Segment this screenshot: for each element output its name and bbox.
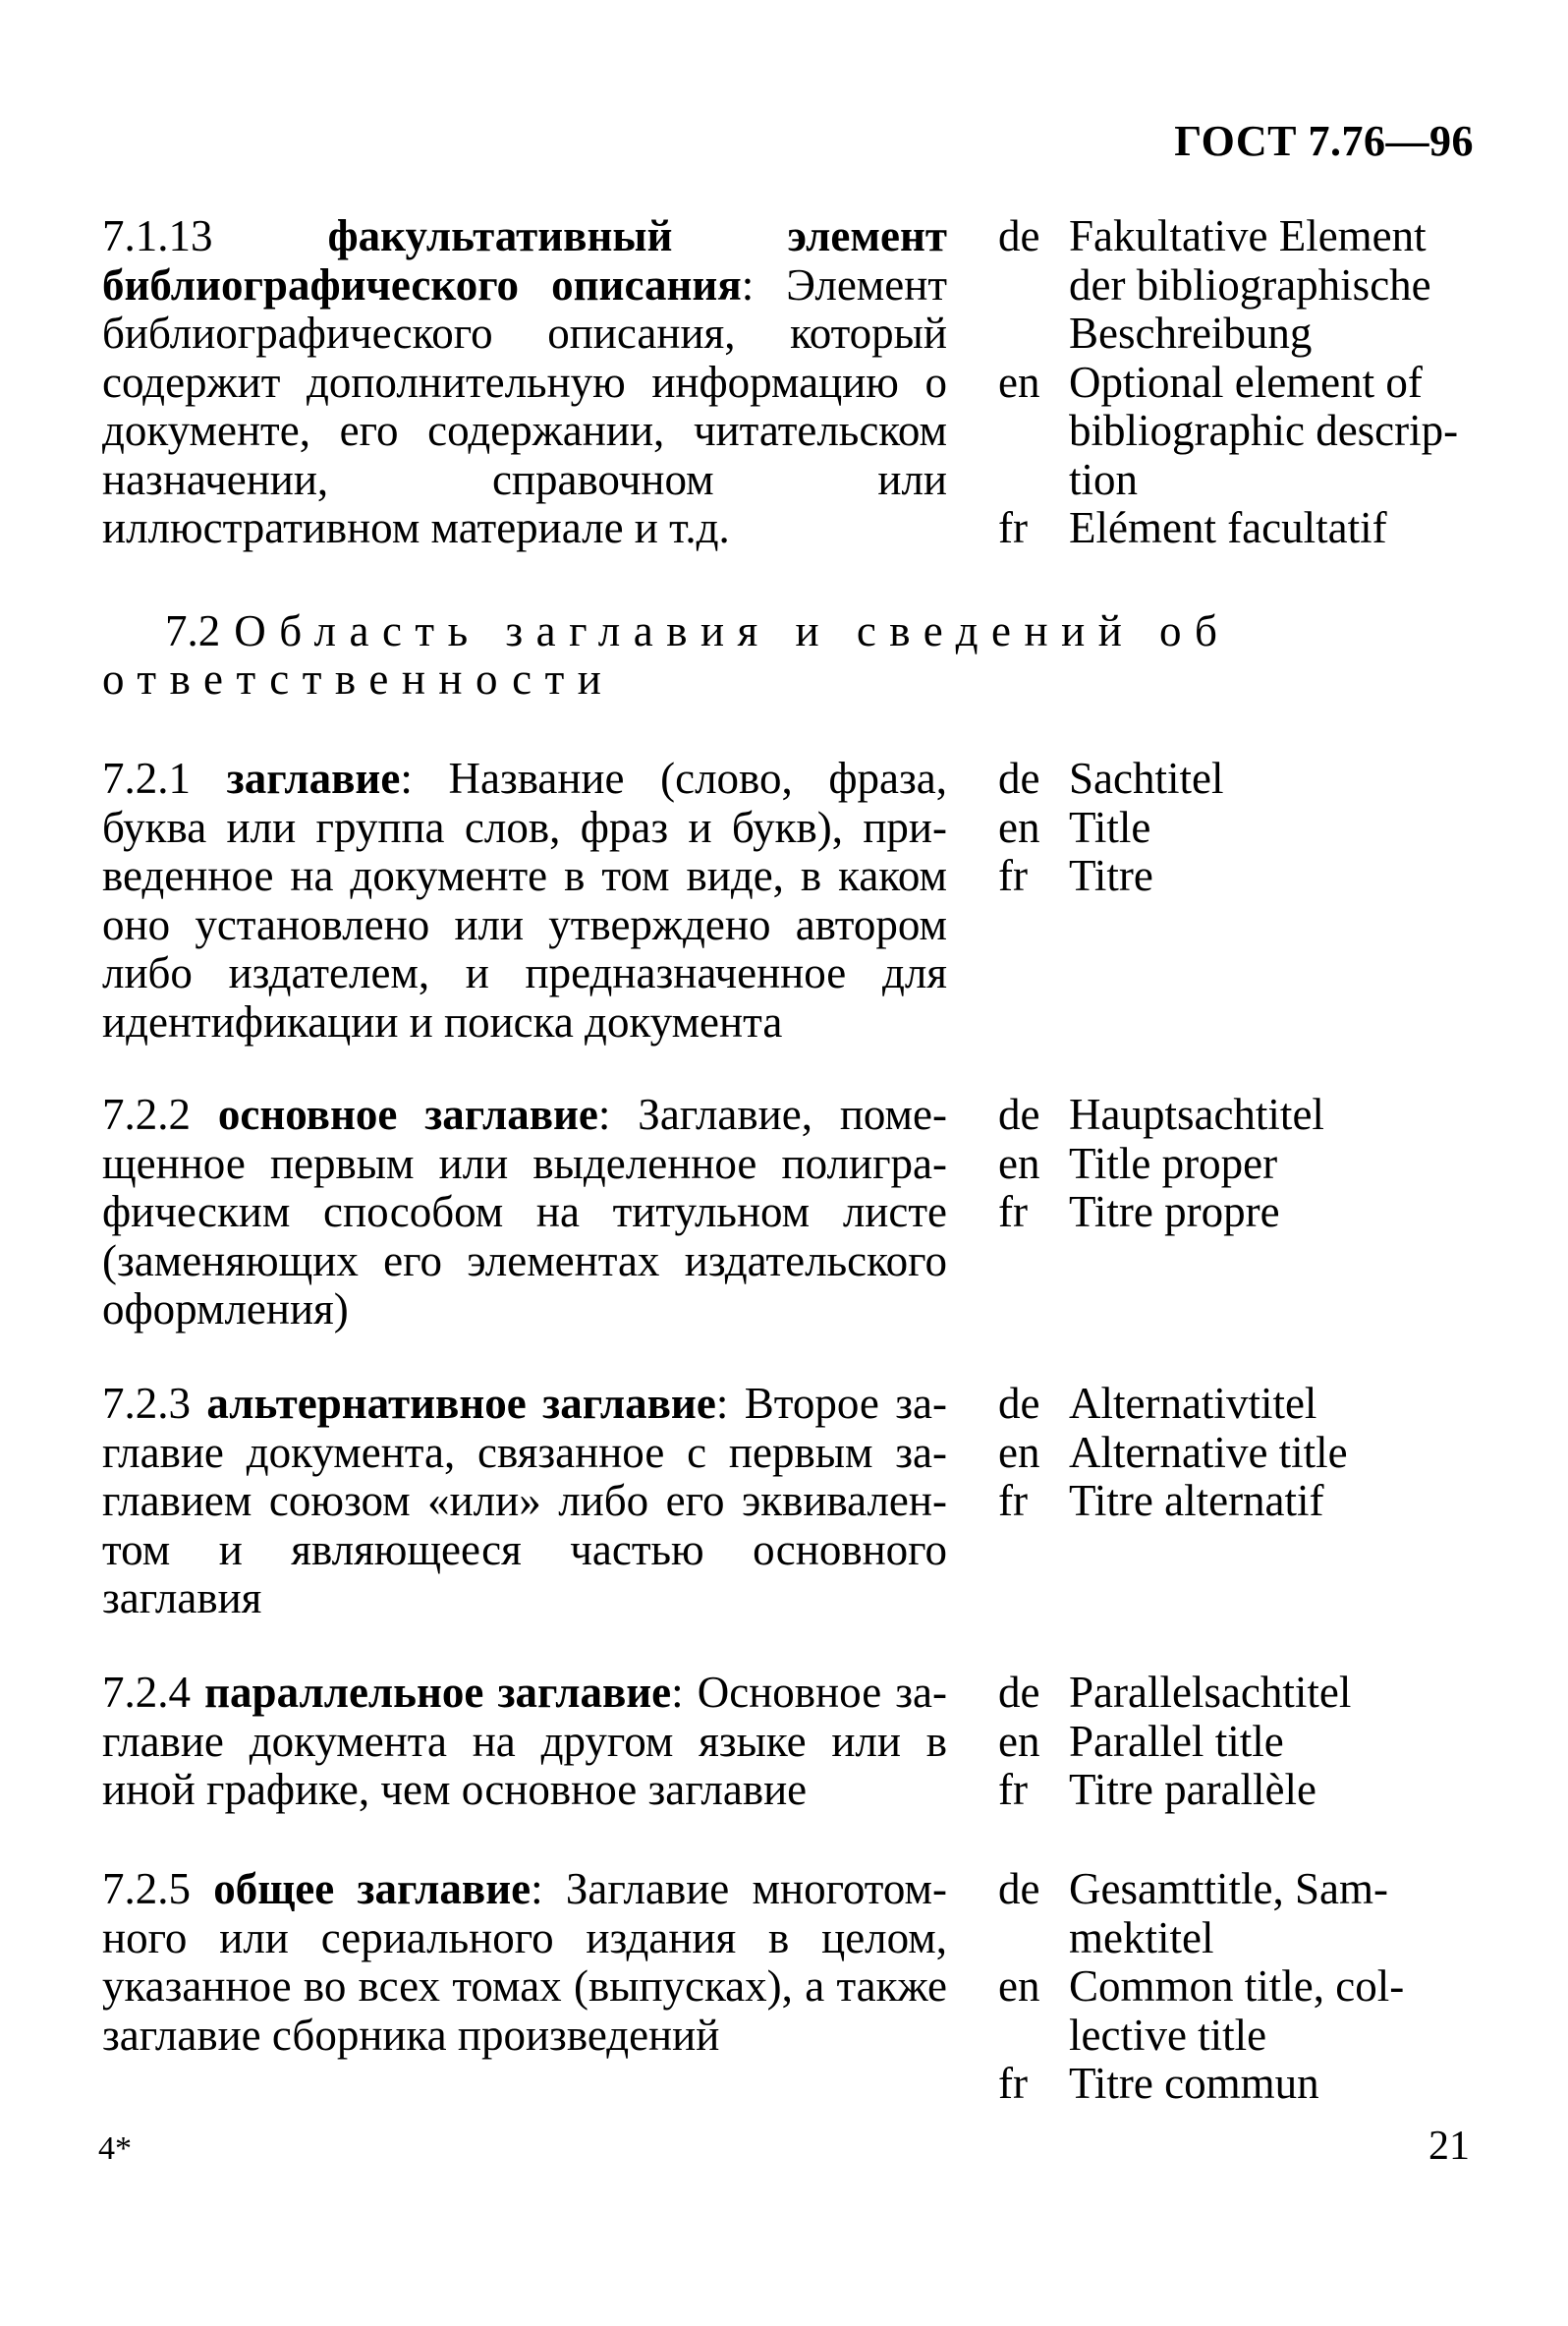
term-name: заглавие bbox=[226, 754, 401, 803]
term-number: 7.2.1 bbox=[102, 754, 191, 803]
translation-en: en Title bbox=[998, 802, 1151, 852]
translation-en: en Optional element of bibliographic description bbox=[998, 357, 1459, 504]
translation-fr: fr Titre propre bbox=[998, 1187, 1280, 1236]
term-number: 7.2.2 bbox=[102, 1090, 191, 1139]
term-description: : Элемент библиографического описания, который содержит дополнительную информацию о документе, его содержании, читательском назначении, справочном или иллюстративном материале и т.д. bbox=[102, 259, 948, 552]
term-name: альтернативное заглавие bbox=[206, 1379, 716, 1428]
term-name: основное заглавие bbox=[217, 1090, 598, 1139]
term-definition bbox=[102, 1669, 947, 1815]
translation-fr: fr Titre alternatif bbox=[998, 1476, 1324, 1525]
term-name: факультативный элемент библиографического описания bbox=[102, 211, 947, 310]
translation-de: de Sachtitel bbox=[998, 754, 1224, 803]
term-number: 7.2.5 bbox=[102, 1864, 191, 1913]
term-description: : Заглавие, помещенное первым или выделенное полиграфическим способом на титульном листе (заменяющих его элементах издательского оформления) bbox=[102, 1090, 948, 1333]
translation-de: de Parallelsachtitel bbox=[998, 1668, 1352, 1717]
translations bbox=[998, 1091, 1470, 1237]
section-title: Область заглавия и сведений об ответственности bbox=[102, 606, 1231, 704]
translation-fr: fr Titre commun bbox=[998, 2059, 1319, 2108]
term-definition bbox=[102, 1380, 947, 1623]
translation-fr: fr Elément facultatif bbox=[998, 503, 1387, 552]
translation-fr: fr Titre parallèle bbox=[998, 1765, 1317, 1814]
term-number: 7.1.13 bbox=[102, 211, 213, 260]
translations bbox=[998, 1865, 1470, 2109]
signature-mark: 4* bbox=[98, 2130, 132, 2167]
term-number: 7.2.3 bbox=[102, 1379, 191, 1428]
translations bbox=[998, 1669, 1470, 1815]
standard-header: ГОСТ 7.76—96 bbox=[1174, 117, 1474, 165]
term-definition bbox=[102, 1091, 947, 1334]
translation-en: en Title proper bbox=[998, 1138, 1278, 1188]
section-heading bbox=[102, 607, 1478, 704]
term-definition bbox=[102, 1865, 947, 2060]
translations bbox=[998, 1380, 1470, 1526]
translations bbox=[998, 212, 1470, 553]
term-description: : Название (слово, фраза, буква или группа слов, фраз и букв), приведенное на документе в том виде, в каком оно установлено или утверждено автором либо издателем, и предназначенное для идентификации и поиска документа bbox=[102, 754, 947, 1047]
translation-de: de Gesamttitle, Sammektitel bbox=[998, 1864, 1388, 1962]
translation-en: en Common title, collective title bbox=[998, 1961, 1405, 2060]
term-name: общее заглавие bbox=[213, 1864, 532, 1913]
section-number: 7.2 bbox=[165, 606, 221, 655]
translation-de: de Hauptsachtitel bbox=[998, 1090, 1324, 1139]
term-name: параллельное заглавие bbox=[204, 1668, 672, 1717]
translation-de: de Fakultative Element der bibliographische Beschreibung bbox=[998, 211, 1431, 358]
term-description: : Основное заглавие документа на другом языке или в иной графике, чем основное заглавие bbox=[102, 1668, 948, 1814]
term-definition bbox=[102, 212, 947, 553]
translation-en: en Alternative title bbox=[998, 1427, 1348, 1477]
translation-en: en Parallel title bbox=[998, 1716, 1284, 1766]
translation-de: de Alternativtitel bbox=[998, 1379, 1317, 1428]
page-number: 21 bbox=[1428, 2124, 1470, 2169]
term-definition bbox=[102, 755, 947, 1047]
term-number: 7.2.4 bbox=[102, 1668, 191, 1717]
term-description: : Заглавие многотомного или сериального издания в целом, указанное во всех томах (выпусках), а также заглавие сборника произведений bbox=[102, 1864, 948, 2060]
translation-fr: fr Titre bbox=[998, 851, 1153, 900]
translations bbox=[998, 755, 1470, 901]
term-description: : Второе заглавие документа, связанное с первым заглавием союзом «или» либо его эквивалентом и являющееся частью основного заглавия bbox=[102, 1379, 947, 1622]
